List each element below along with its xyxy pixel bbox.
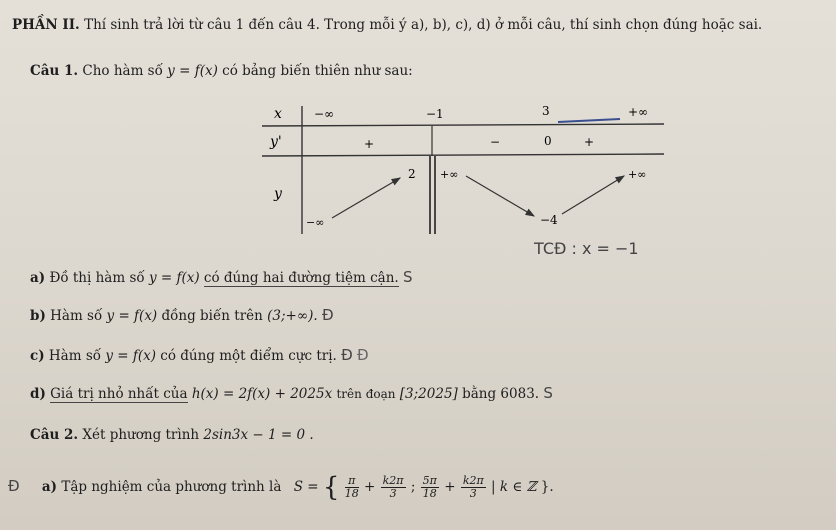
item-c-func: y = f(x) [105,348,156,364]
arrow-decreasing [466,176,534,216]
item-a [30,268,413,287]
q2a-text: Tập nghiệm của phương trình là [61,479,282,495]
q2a-plus-1: + [364,479,376,495]
q2a-frac-2: $\frac{k2\pi}{3}$ [382,474,404,500]
item-d-func: h(x) = 2f(x) + 2025x [191,386,333,402]
question-2a [8,466,554,506]
q2-label: Câu 2. [30,427,79,443]
yp-sign-1: + [364,137,375,151]
q2a-mark: Đ [8,477,20,495]
y-value-2: 2 [408,167,416,181]
q2a-plus-2: + [444,479,456,495]
item-c-mark-faint: Đ [357,346,369,364]
row-yprime-label: y' [270,134,282,150]
row-x-label: x [274,106,282,122]
item-d-interval: [3;2025] [399,386,458,402]
item-b-interval: (3;+∞). [267,308,318,324]
q2a-frac-1: $\frac{\pi}{18}$ [344,474,359,500]
item-b-text2: đồng biến trên [161,308,263,324]
q2a-set-prefix: S = [293,479,319,495]
variation-table [240,98,670,240]
part2-heading: PHẦN II. [12,17,80,33]
q2a-end: }. [540,479,554,495]
item-b-mark: Đ [321,306,334,324]
item-b-label: b) [30,308,46,324]
y-value-neg-4: −4 [540,213,558,227]
yp-sign-2: − [490,135,501,149]
q1-label: Câu 1. [30,63,79,79]
yp-sign-3: + [584,135,595,149]
item-d-text3: bằng 6083. [462,386,540,402]
item-b [30,306,334,325]
item-b-text1: Hàm số [50,308,103,324]
handnote-asymptote: TCĐ : x = −1 [534,239,639,258]
item-c-mark: Đ [341,346,353,364]
part2-text: Thí sinh trả lời từ câu 1 đến câu 4. Trong mỗi ý a), b), c), d) ở mỗi câu, thí sinh chọn đúng hoặc sai. [84,17,763,33]
question-2 [30,426,314,444]
q2-equation: 2sin3x − 1 = 0 . [203,427,314,443]
q2a-frac-3: $\frac{5\pi}{18}$ [422,474,437,500]
item-c [30,346,369,365]
item-a-mark: S [403,268,413,286]
part2-instruction [12,16,762,34]
item-a-text1: Đồ thị hàm số [49,270,145,286]
row-y-label: y [274,186,282,202]
q2a-open-brace: { [322,472,340,503]
q1-text-after: có bảng biến thiên như sau: [222,63,413,79]
y-value-pos-inf-left: +∞ [440,168,459,181]
item-c-label: c) [30,348,45,364]
item-d-label: d) [30,386,46,402]
y-value-neg-inf: −∞ [306,216,325,229]
question-1 [30,62,413,80]
item-d [30,384,553,403]
q2a-frac-4: $\frac{k2\pi}{3}$ [462,474,484,500]
x-value-3: 3 [542,104,550,118]
yp-zero: 0 [544,134,552,148]
item-d-text2: trên đoạn [336,387,396,401]
item-b-func: y = f(x) [106,308,158,324]
q1-func: y = f(x) [167,63,218,79]
x-value-neg-1: −1 [426,107,444,121]
item-a-func: y = f(x) [148,270,200,286]
y-value-pos-inf-right: +∞ [628,168,647,181]
arrow-increasing-2 [562,176,624,214]
item-d-text1: Giá trị nhỏ nhất của [50,386,188,402]
x-value-pos-inf: +∞ [628,105,649,119]
q2-text: Xét phương trình [82,427,200,443]
item-c-text1: Hàm số [48,348,102,364]
item-d-mark: S [543,384,553,402]
item-a-label: a) [30,270,46,286]
q2a-sep: ; [410,479,416,495]
q2a-condition: | k ∈ ℤ [491,479,537,495]
q1-text-before: Cho hàm số [82,63,163,79]
q2a-label: a) [41,479,58,495]
x-value-neg-inf: −∞ [314,107,335,121]
item-a-text2: có đúng hai đường tiệm cận. [203,270,399,286]
arrow-increasing-1 [332,178,400,218]
item-c-text2: có đúng một điểm cực trị. [160,348,337,364]
